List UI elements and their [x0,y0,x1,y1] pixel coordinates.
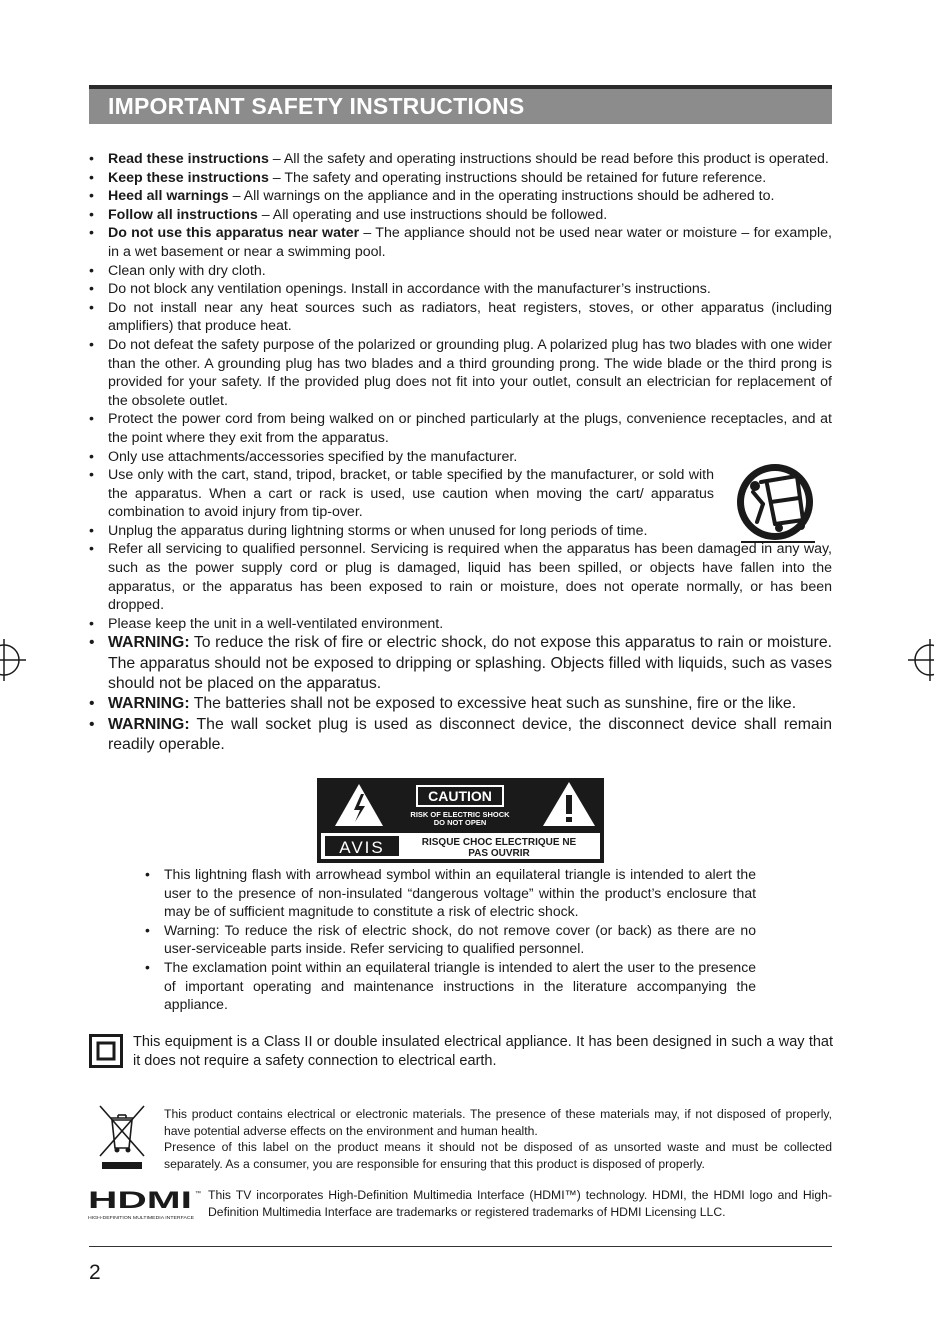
item-text: – All the safety and operating instructions should be read before this product is operated. [268,151,829,167]
list-item [108,150,832,169]
list-item [108,633,832,694]
item-lead: Do not use this apparatus near water [108,225,360,242]
registration-mark-icon [904,637,934,683]
class-ii-double-insulation-icon [89,1034,123,1068]
item-text: Do not defeat the safety purpose of the polarized or grounding plug. A polarized plug has two blades with one wider than the other. A grounding plug has two blades and a third grounding prong. The wide blade or the third prong is provided for your safety. If the provided plug does not fit into your outlet, consult an electrician for replacement of the obsolete outlet. [108,336,832,409]
risque-line-2: PAS OUVRIR [468,848,530,859]
list-item [108,694,832,714]
item-text: Unplug the apparatus during lightning storms or when unused for long periods of time. [108,522,648,539]
crossed-bin-icon [98,1104,146,1170]
item-text: Do not block any ventilation openings. Install in accordance with the manufacturer’s instructions. [108,281,711,298]
item-text: – The safety and operating instructions should be retained for future reference. [268,169,767,186]
item-text: Only use attachments/accessories specified by the manufacturer. [108,448,518,465]
item-text: Please keep the unit in a well-ventilated environment. [108,615,444,632]
list-item [108,466,714,522]
weee-paragraph: Presence of this label on the product means it should not be disposed of as unsorted waste and must be collected separately. As a consumer, you are responsible for ensuring that this product is disposed of properly. [164,1140,832,1171]
list-item [108,299,832,336]
item-text: – All operating and use instructions should be followed. [257,206,608,223]
section-header-bar [89,85,832,124]
list-item: • The exclamation point within an equilateral triangle is intended to alert the user to the presence of important operating and maintenance instructions in the literature accompanying the appliance. [164,958,756,1014]
page-title: IMPORTANT SAFETY INSTRUCTIONS [108,93,525,119]
item-text: The wall socket plug is used as disconnect device, the disconnect device shall remain readily operable. [108,715,832,753]
list-item [108,410,832,447]
list-item [108,280,832,299]
item-lead: WARNING: [108,634,190,652]
hdmi-logo-tm: ™ [195,1191,201,1197]
item-text: Use only with the cart, stand, tripod, bracket, or table specified by the manufacturer, or sold with the apparatus. When a cart or rack is used, use caution when moving the cart/ apparatus combination to avoid injury from tip-over. [108,467,714,521]
list-item: • This lightning flash with arrowhead symbol within an equilateral triangle is intended to alert the user to the presence of non-insulated “dangerous voltage” within the product’s enclosure that may be of sufficient magnitude to constitute a risk of electric shock. [164,865,756,921]
list-item: • Warning: To reduce the risk of electric shock, do not remove cover (or back) as there are no user-serviceable parts inside. Refer servicing to qualified personnel. [164,921,756,958]
list-item [108,336,832,410]
list-item [108,715,832,756]
list-item [108,540,832,614]
hdmi-logo-text: HDMI [88,1187,192,1214]
list-item [108,187,832,206]
item-text: Refer all servicing to qualified personnel. Servicing is required when the apparatus has been damaged in any way, such as the power supply cord or plug is damaged, liquid has been spilled, or objects have fallen into the apparatus, or the apparatus has been exposed to rain or moisture, does not operate normally, or has been dropped. [108,541,832,614]
risk-line-1: RISK OF ELECTRIC SHOCK [410,810,510,819]
item-lead: Read these instructions [108,151,269,167]
symbol-notes-list [164,865,756,1014]
risque-line-1: RISQUE CHOC ELECTRIQUE NE [421,837,577,848]
risk-line-2: DO NOT OPEN [433,818,487,827]
caution-label [317,778,604,863]
item-lead: WARNING: [108,695,190,713]
list-item [108,262,832,281]
list-item [108,169,832,188]
list-item [108,224,832,261]
weee-statement [164,1106,832,1172]
item-text: The batteries shall not be exposed to excessive heat such as sunshine, fire or the like. [189,695,797,713]
list-item [108,206,832,225]
hdmi-statement: This TV incorporates High-Definition Multimedia Interface (HDMI™) technology. HDMI, the HDMI logo and High-Definition Multimedia Interface are trademarks or registered trademarks of HDMI Licensing LLC. [208,1188,832,1219]
list-item [108,522,832,541]
safety-instructions-list [108,150,832,755]
cart-warning-icon [727,462,823,546]
item-text: Protect the power cord from being walked on or pinched particularly at the plugs, convenience receptacles, and at the point where they exit from the apparatus. [108,411,832,446]
hdmi-logo-subtext: HIGH-DEFINITION MULTIMEDIA INTERFACE [88,1215,194,1220]
footer-divider [89,1246,832,1247]
item-text: – All warnings on the appliance and in the operating instructions should be adhered to. [228,188,775,205]
item-lead: Follow all instructions [108,206,258,223]
item-lead: WARNING: [108,715,190,733]
class-ii-statement: This equipment is a Class II or double insulated electrical appliance. It has been designed in such a way that it does not require a safety connection to electrical earth. [133,1034,833,1069]
item-text: – The appliance should not be used near water or moisture – for example, in a wet basement or near a swimming pool. [108,225,832,260]
item-text: Do not install near any heat sources such as radiators, heat registers, stoves, or other apparatus (including amplifiers) that produce heat. [108,299,832,335]
item-text: To reduce the risk of fire or electric shock, do not expose this apparatus to rain or moisture. The apparatus should not be exposed to dripping or splashing. Objects filled with liquids, such as vases should not be placed on the apparatus. [108,634,832,693]
registration-mark-icon [0,637,30,683]
page-number: 2 [89,1261,101,1284]
caution-text: CAUTION [428,788,492,804]
avis-text: AVIS [339,838,385,857]
item-lead: Keep these instructions [108,169,269,186]
weee-paragraph: This product contains electrical or electronic materials. The presence of these materials may, if not disposed of properly, have potential adverse effects on the environment and human health. [164,1107,832,1138]
list-item [108,448,832,467]
list-item [108,615,832,634]
item-text: Clean only with dry cloth. [108,262,266,279]
item-lead: Heed all warnings [108,188,229,205]
hdmi-logo [88,1188,200,1222]
